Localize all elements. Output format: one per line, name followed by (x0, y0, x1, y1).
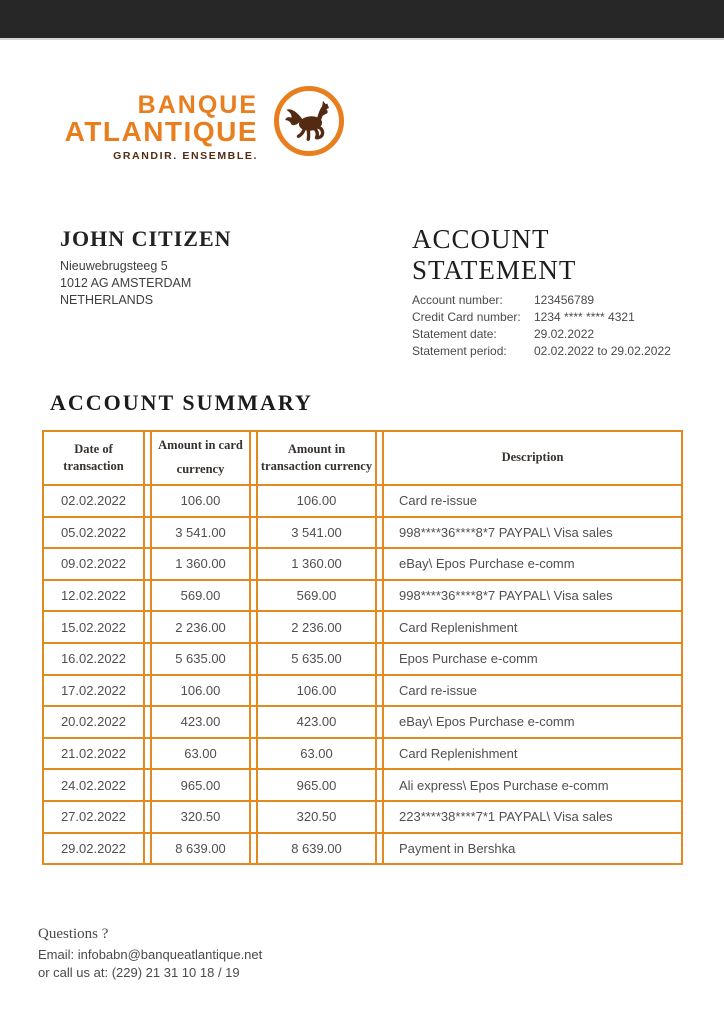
statement-field-label: Account number: (412, 293, 503, 307)
statement-field-label: Credit Card number: (412, 310, 521, 324)
statement-field-row (412, 293, 692, 307)
cell-date: 27.02.2022 (42, 802, 145, 832)
transactions-table (42, 430, 683, 865)
table-row (42, 676, 683, 708)
customer-name: JOHN CITIZEN (60, 226, 232, 251)
cell-description: Ali express\ Epos Purchase e-comm (382, 770, 683, 800)
col-header-date: Date of transaction (42, 432, 145, 484)
customer-address-line-3: NETHERLANDS (60, 292, 154, 307)
horse-logo-circle (274, 86, 344, 156)
bank-name-line2: ATLANTIQUE (64, 116, 258, 148)
cell-amount-txn: 2 236.00 (256, 612, 377, 642)
cell-amount-txn: 106.00 (256, 676, 377, 706)
statement-field-value: 1234 **** **** 4321 (534, 310, 635, 324)
cell-description: Card re-issue (382, 676, 683, 706)
cell-amount-card: 965.00 (150, 770, 251, 800)
cell-description: Epos Purchase e-comm (382, 644, 683, 674)
cell-amount-txn: 1 360.00 (256, 549, 377, 579)
footer-questions: Questions ? (38, 926, 109, 942)
cell-description: 223****38****7*1 PAYPAL\ Visa sales (382, 802, 683, 832)
statement-field-label: Statement date: (412, 327, 497, 341)
cell-description: 998****36****8*7 PAYPAL\ Visa sales (382, 518, 683, 548)
cell-amount-txn: 423.00 (256, 707, 377, 737)
table-row (42, 486, 683, 518)
cell-amount-txn: 569.00 (256, 581, 377, 611)
statement-field-row (412, 310, 692, 324)
col-header-amount-card: Amount in card currency (150, 432, 251, 484)
table-row (42, 802, 683, 834)
footer-email: Email: infobabn@banqueatlantique.net (38, 947, 263, 962)
cell-date: 15.02.2022 (42, 612, 145, 642)
cell-date: 17.02.2022 (42, 676, 145, 706)
cell-amount-txn: 320.50 (256, 802, 377, 832)
statement-field-row (412, 327, 692, 341)
statement-field-label: Statement period: (412, 344, 507, 358)
cell-amount-txn: 3 541.00 (256, 518, 377, 548)
cell-amount-card: 3 541.00 (150, 518, 251, 548)
transactions-table-header (42, 430, 683, 486)
table-row (42, 834, 683, 866)
bank-logo-text (40, 92, 258, 162)
customer-address-line-1: Nieuwebrugsteeg 5 (60, 259, 168, 273)
cell-date: 29.02.2022 (42, 834, 145, 864)
statement-field-value: 123456789 (534, 293, 595, 307)
cell-amount-txn: 5 635.00 (256, 644, 377, 674)
cell-amount-card: 106.00 (150, 676, 251, 706)
cell-date: 20.02.2022 (42, 707, 145, 737)
cell-amount-txn: 965.00 (256, 770, 377, 800)
table-row (42, 612, 683, 644)
cell-amount-card: 320.50 (150, 802, 251, 832)
horse-icon (285, 95, 333, 148)
cell-date: 09.02.2022 (42, 549, 145, 579)
table-row (42, 707, 683, 739)
customer-address-line-2: 1012 AG AMSTERDAM (60, 275, 192, 290)
cell-amount-card: 2 236.00 (150, 612, 251, 642)
statement-title: ACCOUNT STATEMENT (412, 224, 577, 285)
cell-date: 24.02.2022 (42, 770, 145, 800)
table-row (42, 581, 683, 613)
col-header-description: Description (382, 432, 683, 484)
cell-amount-card: 1 360.00 (150, 549, 251, 579)
cell-description: Payment in Bershka (382, 834, 683, 864)
bank-tagline: GRANDIR. ENSEMBLE. (113, 150, 258, 163)
cell-description: Card Replenishment (382, 612, 683, 642)
cell-amount-card: 5 635.00 (150, 644, 251, 674)
transactions-table-body (42, 486, 683, 865)
col-header-amount-txn: Amount in transaction currency (256, 432, 377, 484)
table-row (42, 549, 683, 581)
cell-date: 05.02.2022 (42, 518, 145, 548)
cell-amount-card: 8 639.00 (150, 834, 251, 864)
cell-description: Card Replenishment (382, 739, 683, 769)
bank-name-line1: BANQUE (137, 91, 258, 119)
cell-description: eBay\ Epos Purchase e-comm (382, 707, 683, 737)
footer-phone: or call us at: (229) 21 31 10 18 / 19 (38, 964, 240, 980)
statement-field-value: 02.02.2022 to 29.02.2022 (534, 344, 671, 358)
statement-fields (412, 293, 692, 358)
account-summary-title: ACCOUNT SUMMARY (50, 390, 313, 415)
cell-amount-txn: 63.00 (256, 739, 377, 769)
statement-field-row (412, 344, 692, 358)
cell-date: 12.02.2022 (42, 581, 145, 611)
table-row (42, 518, 683, 550)
statement-header-block (412, 224, 692, 361)
customer-block (60, 226, 232, 309)
cell-description: eBay\ Epos Purchase e-comm (382, 549, 683, 579)
table-row (42, 739, 683, 771)
cell-description: Card re-issue (382, 486, 683, 516)
cell-amount-card: 423.00 (150, 707, 251, 737)
cell-description: 998****36****8*7 PAYPAL\ Visa sales (382, 581, 683, 611)
footer-contact-block (38, 926, 262, 981)
cell-date: 02.02.2022 (42, 486, 145, 516)
statement-field-value: 29.02.2022 (534, 327, 595, 341)
cell-amount-txn: 8 639.00 (256, 834, 377, 864)
cell-date: 21.02.2022 (42, 739, 145, 769)
top-black-bar (0, 0, 724, 40)
table-row (42, 770, 683, 802)
cell-amount-card: 106.00 (150, 486, 251, 516)
cell-date: 16.02.2022 (42, 644, 145, 674)
table-row (42, 644, 683, 676)
cell-amount-card: 63.00 (150, 739, 251, 769)
cell-amount-txn: 106.00 (256, 486, 377, 516)
cell-amount-card: 569.00 (150, 581, 251, 611)
